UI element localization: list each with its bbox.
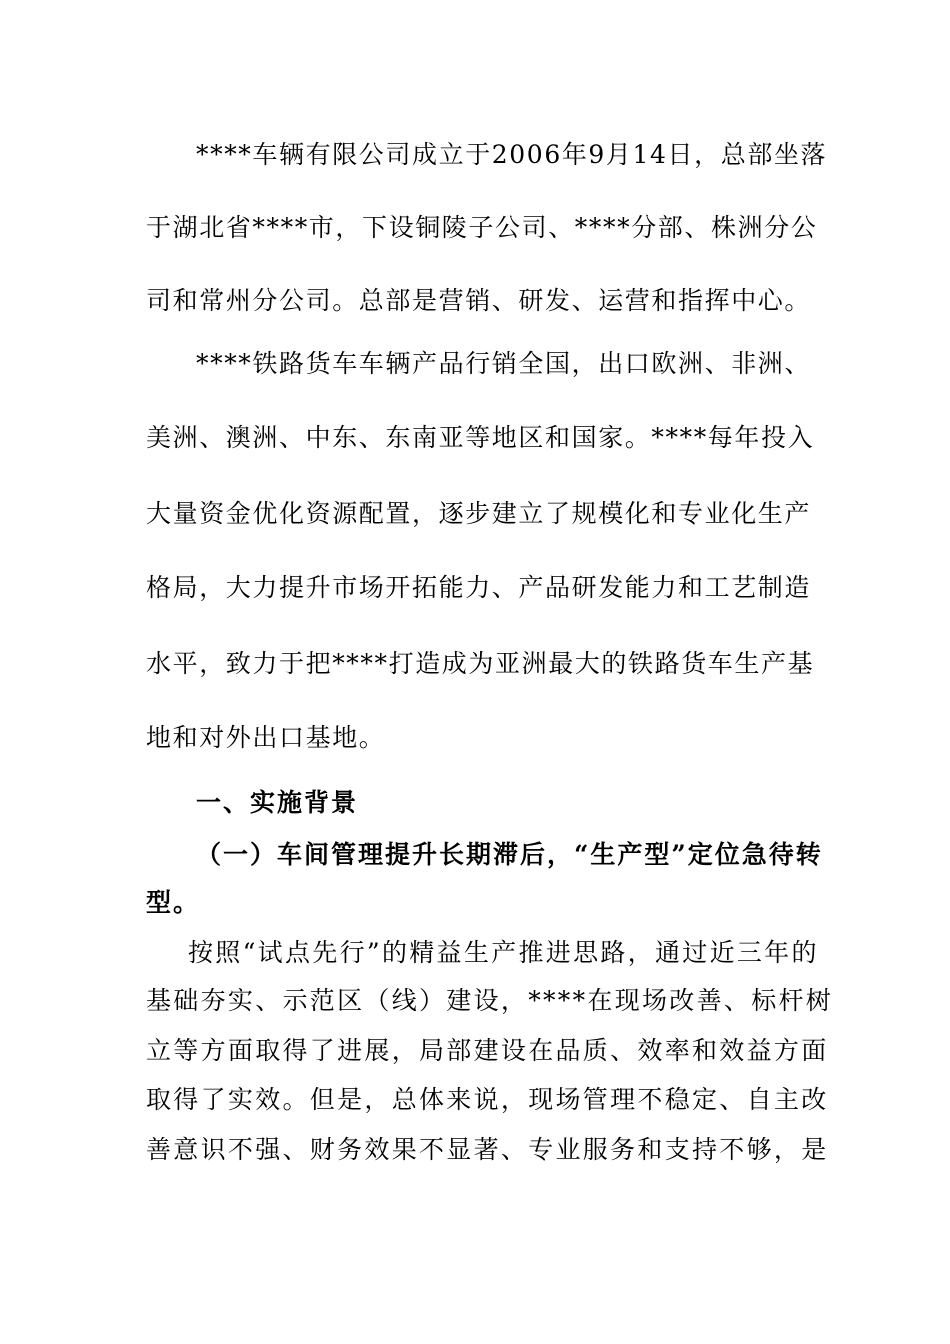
paragraph-line: 按照“试点先行”的精益生产推进思路，通过近三年的 xyxy=(188,938,819,967)
paragraph-line: 于湖北省****市，下设铜陵子公司、****分部、株洲分公 xyxy=(146,213,818,242)
paragraph-line: 善意识不强、财务效果不显著、专业服务和支持不够，是 xyxy=(146,1135,829,1164)
paragraph-line: 取得了实效。但是，总体来说，现场管理不稳定、自主改 xyxy=(146,1085,829,1114)
section-heading: 一、实施背景 xyxy=(196,788,359,817)
subsection-heading: （一）车间管理提升长期滞后，“生产型”定位急待转 xyxy=(196,840,823,869)
paragraph-line: 基础夯实、示范区（线）建设，****在现场改善、标杆树 xyxy=(146,986,834,1015)
paragraph-line: 水平，致力于把****打造成为亚洲最大的铁路货车生产基 xyxy=(146,649,815,678)
paragraph-line: ****铁路货车车辆产品行销全国，出口欧洲、非洲、 xyxy=(196,349,812,378)
paragraph-line: 地和对外出口基地。 xyxy=(146,723,386,752)
paragraph-line: 格局，大力提升市场开拓能力、产品研发能力和工艺制造 xyxy=(146,573,812,602)
subsection-heading: 型。 xyxy=(146,888,201,917)
paragraph-line: 美洲、澳洲、中东、东南亚等地区和国家。****每年投入 xyxy=(146,423,815,452)
paragraph-line: 立等方面取得了进展，局部建设在品质、效率和效益方面 xyxy=(146,1036,829,1065)
paragraph-line: ****车辆有限公司成立于2006年9月14日，总部坐落 xyxy=(196,140,828,169)
paragraph-line: 大量资金优化资源配置，逐步建立了规模化和专业化生产 xyxy=(146,499,812,528)
paragraph-line: 司和常州分公司。总部是营销、研发、运营和指挥中心。 xyxy=(146,286,812,315)
